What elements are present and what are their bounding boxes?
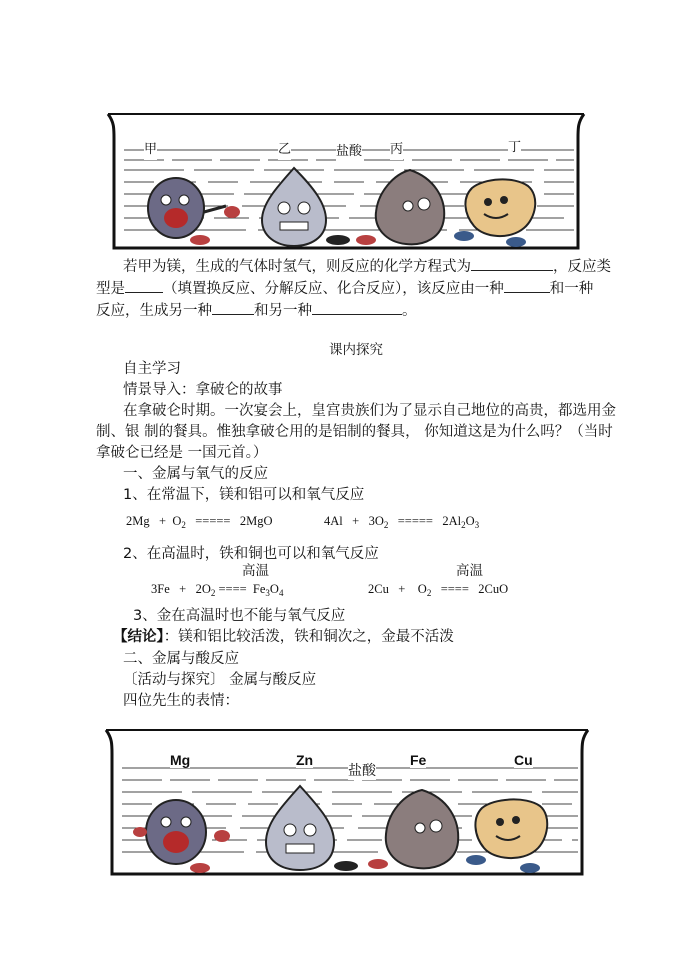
section-title: 课内探究 — [329, 342, 383, 358]
conclusion — [113, 627, 454, 647]
answer-blank-product2[interactable] — [312, 299, 402, 315]
equation-mg-oxygen: 2Mg + $O_2$ ===== 2MgO — [126, 514, 273, 530]
equation-cu-oxygen: 2Cu + $O_2$ ==== 2CuO — [368, 582, 509, 598]
fig1-label-acid: 盐酸 — [336, 142, 362, 162]
cu-character-icon — [454, 179, 535, 247]
fig2-label-fe: Fe — [410, 752, 427, 768]
answer-blank-reactant[interactable] — [504, 277, 550, 293]
fig2-label-mg: Mg — [170, 752, 191, 768]
equation-al-oxygen: 4Al + $3O_2$ ===== $2Al_2O_3$ — [324, 514, 480, 530]
beaker-illustration-2 — [102, 724, 592, 880]
part2-activity: 〔活动与探究〕 金属与酸反应 — [123, 672, 317, 688]
fig2-label-acid: 盐酸 — [348, 760, 376, 780]
part1-item2: 2、在高温时，铁和铜也可以和氧气反应 — [123, 546, 379, 562]
figure-beaker-bottom — [102, 724, 592, 880]
fig1-label-jia: 甲 — [144, 140, 157, 160]
question-line-1: 若甲为镁，生成的气体时氢气，则反应的化学方程式为 ，反应类 — [123, 255, 611, 277]
fig1-label-ding: 丁 — [508, 138, 521, 158]
conclusion-text: ：镁和铝比较活泼，铁和铜次之，金最不活泼 — [163, 629, 454, 645]
intro-heading: 情景导入：拿破仑的故事 — [123, 382, 283, 398]
story-line-1: 在拿破仑时期。一次宴会上，皇宫贵族们为了显示自己地位的高贵，都选用金 — [123, 403, 616, 419]
equation-fe-oxygen: 3Fe + $2O_2$ ==== $Fe_3O_4$ — [151, 582, 284, 598]
question-line-2: 型是 （填置换反应、分解反应、化合反应），该反应由一种 和一种 — [96, 277, 593, 299]
condition-high-temp-1: 高温 — [242, 563, 269, 579]
zn-character-icon-2 — [266, 786, 358, 871]
part2-heading: 二、金属与酸反应 — [123, 651, 239, 667]
answer-blank-equation[interactable] — [471, 255, 553, 271]
fig1-label-yi: 乙 — [278, 140, 291, 160]
answer-blank-type[interactable] — [125, 277, 163, 293]
figure-beaker-top — [104, 108, 588, 254]
mg-character-icon — [148, 178, 240, 245]
conclusion-label: 【结论】 — [113, 629, 164, 645]
cu-character-icon-2 — [466, 799, 547, 873]
answer-blank-product1[interactable] — [212, 299, 254, 315]
part1-item3: 3、金在高温时也不能与氧气反应 — [133, 608, 346, 624]
beaker-illustration — [104, 108, 588, 254]
fe-character-icon-2 — [368, 790, 458, 869]
condition-high-temp-2: 高温 — [456, 563, 483, 579]
part1-heading: 一、金属与氧气的反应 — [123, 466, 268, 482]
fig1-label-bing: 丙 — [390, 140, 403, 160]
zn-character-icon — [262, 168, 350, 246]
fig2-label-zn: Zn — [296, 752, 314, 768]
self-study-heading: 自主学习 — [123, 361, 181, 377]
part1-item1: 1、在常温下，镁和铝可以和氧气反应 — [123, 487, 365, 503]
fe-character-icon — [356, 170, 444, 245]
question-line-3: 反应，生成另一种 和另一种 。 — [96, 299, 417, 321]
part2-expressions: 四位先生的表情： — [123, 693, 239, 709]
story-line-3: 拿破仑已经是 一国元首。） — [96, 445, 268, 461]
story-line-2: 制、银 制的餐具。惟独拿破仑用的是铝制的餐具， 你知道这是为什么吗？（当时 — [96, 424, 613, 440]
mg-character-icon-2 — [133, 800, 230, 873]
fig2-label-cu: Cu — [514, 752, 533, 768]
